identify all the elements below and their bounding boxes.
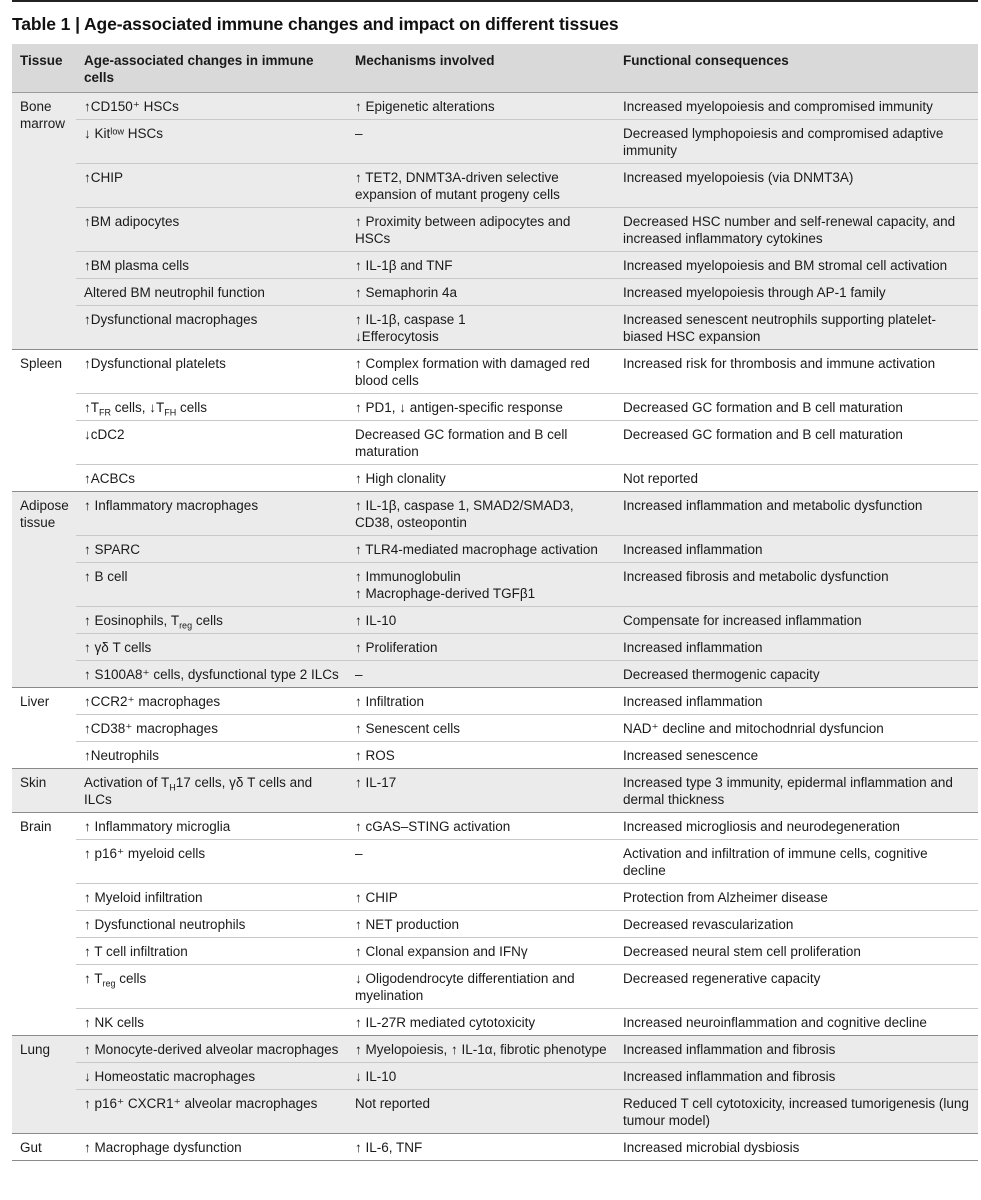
mechanism-cell: ↑ Proliferation — [347, 634, 615, 661]
mechanism-cell: ↑ TLR4-mediated macrophage activation — [347, 536, 615, 563]
table-row — [12, 661, 978, 688]
table-row — [12, 421, 978, 465]
tissue-cell: Adipose tissue — [12, 492, 76, 688]
changes-cell: ↑ SPARC — [76, 536, 347, 563]
tissue-cell: Spleen — [12, 350, 76, 492]
consequence-cell: Decreased neural stem cell proliferation — [615, 938, 978, 965]
mechanism-cell: Not reported — [347, 1090, 615, 1134]
consequence-cell: Increased myelopoiesis through AP-1 family — [615, 279, 978, 306]
table-row — [12, 607, 978, 634]
consequence-cell: Decreased revascularization — [615, 911, 978, 938]
changes-cell: ↑CD38⁺ macrophages — [76, 715, 347, 742]
mechanism-cell: ↑ PD1, ↓ antigen-specific response — [347, 394, 615, 421]
changes-cell: ↑ Macrophage dysfunction — [76, 1134, 347, 1161]
consequence-cell: Increased neuroinflammation and cognitive decline — [615, 1009, 978, 1036]
changes-cell: ↑ Monocyte-derived alveolar macrophages — [76, 1036, 347, 1063]
changes-cell: Activation of $T_H17$ cells, γδ T cells and ILCs — [76, 769, 347, 813]
table-row — [12, 742, 978, 769]
consequence-cell: NAD⁺ decline and mitochodnrial dysfuncion — [615, 715, 978, 742]
header-consequences: Functional consequences — [615, 44, 978, 93]
consequence-cell: Increased inflammation and metabolic dysfunction — [615, 492, 978, 536]
tissue-cell: Skin — [12, 769, 76, 813]
mechanism-cell: ↑ Immunoglobulin ↑ Macrophage-derived TGFβ1 — [347, 563, 615, 607]
mechanism-cell: ↓ IL-10 — [347, 1063, 615, 1090]
changes-cell: ↑ T cell infiltration — [76, 938, 347, 965]
tissue-cell: Gut — [12, 1134, 76, 1161]
changes-cell: ↑Dysfunctional platelets — [76, 350, 347, 394]
changes-cell: ↑ p16⁺ CXCR1⁺ alveolar macrophages — [76, 1090, 347, 1134]
header-mechanisms: Mechanisms involved — [347, 44, 615, 93]
table-row — [12, 306, 978, 350]
table-row — [12, 394, 978, 421]
mechanism-cell: Decreased GC formation and B cell maturation — [347, 421, 615, 465]
changes-cell: Altered BM neutrophil function — [76, 279, 347, 306]
mechanism-cell: ↑ IL-1β, caspase 1 ↓Efferocytosis — [347, 306, 615, 350]
changes-cell: ↑Neutrophils — [76, 742, 347, 769]
mechanism-cell: ↑ CHIP — [347, 884, 615, 911]
table-title: Table 1 | Age-associated immune changes and impact on different tissues — [12, 14, 619, 34]
mechanism-cell: ↑ Epigenetic alterations — [347, 93, 615, 120]
consequence-cell: Reduced T cell cytotoxicity, increased tumorigenesis (lung tumour model) — [615, 1090, 978, 1134]
table-row — [12, 93, 978, 120]
consequence-cell: Compensate for increased inflammation — [615, 607, 978, 634]
mechanism-cell: ↑ IL-27R mediated cytotoxicity — [347, 1009, 615, 1036]
table-row — [12, 465, 978, 492]
changes-cell: ↑CHIP — [76, 164, 347, 208]
mechanism-cell: ↑ IL-1β and TNF — [347, 252, 615, 279]
header-changes: Age-associated changes in immune cells — [76, 44, 347, 93]
mechanism-cell: ↑ cGAS–STING activation — [347, 813, 615, 840]
table-row — [12, 813, 978, 840]
consequence-cell: Increased inflammation and fibrosis — [615, 1036, 978, 1063]
consequence-cell: Increased senescence — [615, 742, 978, 769]
table-row — [12, 769, 978, 813]
changes-cell: ↓ Kitˡᵒʷ HSCs — [76, 120, 347, 164]
table-row — [12, 536, 978, 563]
title-bar — [12, 0, 978, 48]
table-row — [12, 279, 978, 306]
changes-cell: ↑ Dysfunctional neutrophils — [76, 911, 347, 938]
consequence-cell: Increased senescent neutrophils supporting platelet-biased HSC expansion — [615, 306, 978, 350]
consequence-cell: Decreased GC formation and B cell maturation — [615, 421, 978, 465]
mechanism-cell: ↑ Senescent cells — [347, 715, 615, 742]
table-row — [12, 1036, 978, 1063]
table-row — [12, 965, 978, 1009]
consequence-cell: Increased type 3 immunity, epidermal inflammation and dermal thickness — [615, 769, 978, 813]
table-row — [12, 911, 978, 938]
table-row — [12, 1063, 978, 1090]
mechanism-cell: ↑ Semaphorin 4a — [347, 279, 615, 306]
table-row — [12, 938, 978, 965]
changes-cell: ↑CCR2⁺ macrophages — [76, 688, 347, 715]
consequence-cell: Activation and infiltration of immune cells, cognitive decline — [615, 840, 978, 884]
mechanism-cell: ↓ Oligodendrocyte differentiation and myelination — [347, 965, 615, 1009]
consequence-cell: Increased fibrosis and metabolic dysfunction — [615, 563, 978, 607]
header-row — [12, 44, 978, 93]
table-row — [12, 164, 978, 208]
mechanism-cell: ↑ High clonality — [347, 465, 615, 492]
changes-cell: ↑ Inflammatory microglia — [76, 813, 347, 840]
changes-cell: ↑ $T_{reg}$ cells — [76, 965, 347, 1009]
consequence-cell: Increased inflammation and fibrosis — [615, 1063, 978, 1090]
consequence-cell: Decreased regenerative capacity — [615, 965, 978, 1009]
mechanism-cell: ↑ IL-10 — [347, 607, 615, 634]
table-row — [12, 884, 978, 911]
table-row — [12, 350, 978, 394]
consequence-cell: Increased myelopoiesis and BM stromal cell activation — [615, 252, 978, 279]
table-row — [12, 1090, 978, 1134]
changes-cell: ↑Dysfunctional macrophages — [76, 306, 347, 350]
mechanism-cell: ↑ IL-17 — [347, 769, 615, 813]
changes-cell: ↑ Eosinophils, $T_{reg}$ cells — [76, 607, 347, 634]
changes-cell: ↓cDC2 — [76, 421, 347, 465]
consequence-cell: Decreased GC formation and B cell maturation — [615, 394, 978, 421]
consequence-cell: Increased inflammation — [615, 536, 978, 563]
consequence-cell: Increased risk for thrombosis and immune activation — [615, 350, 978, 394]
consequence-cell: Decreased thermogenic capacity — [615, 661, 978, 688]
mechanism-cell: ↑ Complex formation with damaged red blood cells — [347, 350, 615, 394]
header-tissue: Tissue — [12, 44, 76, 93]
changes-cell: ↑ NK cells — [76, 1009, 347, 1036]
changes-cell: ↑ S100A8⁺ cells, dysfunctional type 2 ILCs — [76, 661, 347, 688]
table-row — [12, 120, 978, 164]
mechanism-cell: ↑ ROS — [347, 742, 615, 769]
mechanism-cell: ↑ Infiltration — [347, 688, 615, 715]
tissue-cell: Brain — [12, 813, 76, 1036]
table-row — [12, 688, 978, 715]
consequence-cell: Not reported — [615, 465, 978, 492]
changes-cell: ↑ACBCs — [76, 465, 347, 492]
immune-changes-table — [12, 44, 978, 1161]
table-row — [12, 208, 978, 252]
table-row — [12, 840, 978, 884]
mechanism-cell: ↑ Myelopoiesis, ↑ IL-1α, fibrotic phenotype — [347, 1036, 615, 1063]
consequence-cell: Increased myelopoiesis and compromised immunity — [615, 93, 978, 120]
changes-cell: ↑ B cell — [76, 563, 347, 607]
mechanism-cell: ↑ IL-6, TNF — [347, 1134, 615, 1161]
consequence-cell: Decreased HSC number and self-renewal capacity, and increased inflammatory cytokines — [615, 208, 978, 252]
table-row — [12, 1134, 978, 1161]
consequence-cell: Increased myelopoiesis (via DNMT3A) — [615, 164, 978, 208]
table-row — [12, 252, 978, 279]
mechanism-cell: – — [347, 661, 615, 688]
changes-cell: ↑BM plasma cells — [76, 252, 347, 279]
changes-cell: ↑ Myeloid infiltration — [76, 884, 347, 911]
mechanism-cell: ↑ IL-1β, caspase 1, SMAD2/SMAD3, CD38, osteopontin — [347, 492, 615, 536]
tissue-cell: Lung — [12, 1036, 76, 1134]
table-body — [12, 93, 978, 1161]
consequence-cell: Increased inflammation — [615, 634, 978, 661]
consequence-cell: Protection from Alzheimer disease — [615, 884, 978, 911]
mechanism-cell: – — [347, 120, 615, 164]
changes-cell: ↑ p16⁺ myeloid cells — [76, 840, 347, 884]
changes-cell: ↓ Homeostatic macrophages — [76, 1063, 347, 1090]
tissue-cell: Liver — [12, 688, 76, 769]
consequence-cell: Decreased lymphopoiesis and compromised adaptive immunity — [615, 120, 978, 164]
consequence-cell: Increased inflammation — [615, 688, 978, 715]
mechanism-cell: ↑ Clonal expansion and IFNγ — [347, 938, 615, 965]
table-row — [12, 715, 978, 742]
consequence-cell: Increased microgliosis and neurodegeneration — [615, 813, 978, 840]
changes-cell: ↑ γδ T cells — [76, 634, 347, 661]
mechanism-cell: ↑ Proximity between adipocytes and HSCs — [347, 208, 615, 252]
changes-cell: $↑T_{FR}$ cells, $↓T_{FH}$ cells — [76, 394, 347, 421]
mechanism-cell: ↑ TET2, DNMT3A-driven selective expansion of mutant progeny cells — [347, 164, 615, 208]
mechanism-cell: – — [347, 840, 615, 884]
changes-cell: ↑ Inflammatory macrophages — [76, 492, 347, 536]
table-row — [12, 563, 978, 607]
consequence-cell: Increased microbial dysbiosis — [615, 1134, 978, 1161]
mechanism-cell: ↑ NET production — [347, 911, 615, 938]
table-row — [12, 492, 978, 536]
changes-cell: ↑BM adipocytes — [76, 208, 347, 252]
table-row — [12, 1009, 978, 1036]
tissue-cell: Bone marrow — [12, 93, 76, 350]
changes-cell: ↑CD150⁺ HSCs — [76, 93, 347, 120]
table-row — [12, 634, 978, 661]
